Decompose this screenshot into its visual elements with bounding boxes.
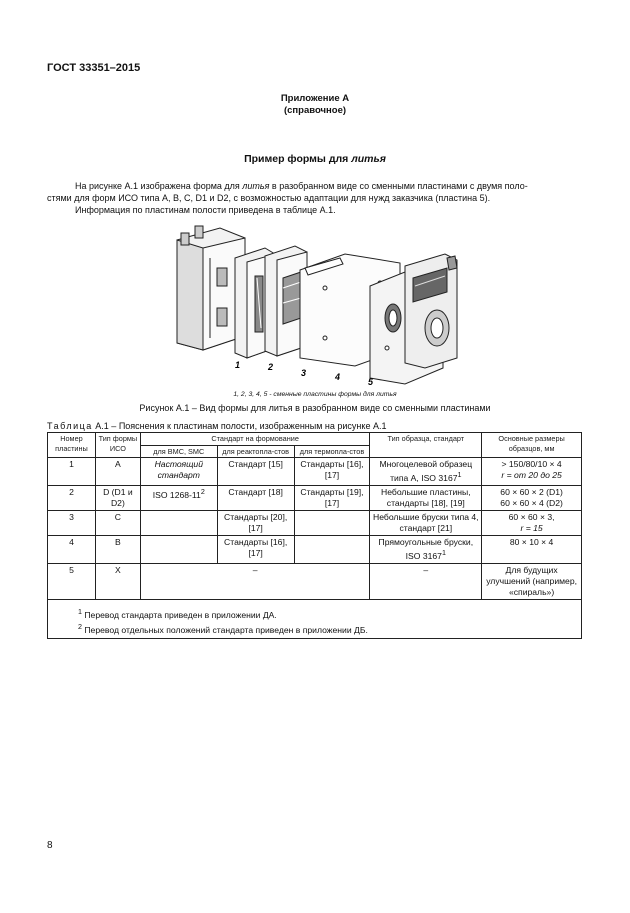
figure-label-5: 5 <box>368 377 374 387</box>
cell-sample <box>370 458 482 486</box>
mold-exploded-figure <box>165 218 470 390</box>
footnote-ref: 2 <box>200 487 205 496</box>
cell-dims-line: 60 × 60 × 3, <box>508 511 555 522</box>
table-caption-text: А.1 – Пояснения к пластинам полости, изображенным на рисунке А.1 <box>92 421 387 431</box>
cell-num: 3 <box>48 510 96 535</box>
cell-thermo: Стандарты [16], [17] <box>294 458 370 486</box>
paragraph-line-2: стями для форм ИСО типа А, В, С, D1 и D2, с возможностью адаптации для нужд заказчика (пластина 5). <box>47 193 491 203</box>
cell-type: A <box>95 458 140 486</box>
header-dims: Основные размеры образцов, мм <box>482 433 582 458</box>
cell-reacto: Стандарты [20], [17] <box>217 510 294 535</box>
cell-dims-line: 60 × 60 × 4 (D2) <box>500 497 563 508</box>
header-sample: Тип образца, стандарт <box>370 433 482 458</box>
header-thermoplast: для термопла-стов <box>294 445 370 458</box>
header-standard-group: Стандарт на формование <box>140 433 370 446</box>
cell-bmc <box>140 485 217 510</box>
figure-label-4: 4 <box>335 372 341 382</box>
cell-thermo <box>294 510 370 535</box>
footnote-text: Перевод отдельных положений стандарта приведен в приложении ДБ. <box>81 624 368 635</box>
header-reactoplast: для реактопла-стов <box>217 445 294 458</box>
figure-label-1: 1 <box>235 360 241 370</box>
table-row <box>48 563 582 599</box>
footnote-2 <box>78 621 581 636</box>
header-type: Тип формы ИСО <box>95 433 140 458</box>
paragraph-line-3: Информация по пластинам полости приведена в таблице А.1. <box>75 205 336 215</box>
figure-label-3: 3 <box>301 368 307 378</box>
table-footnotes-row <box>48 599 582 639</box>
para-text: в разобранном виде со сменными пластинами с двумя поло- <box>269 181 528 191</box>
section-title <box>0 153 630 165</box>
paragraph-line-1 <box>47 180 583 193</box>
cell-sample: Небольшие пластины, стандарты [18], [19] <box>370 485 482 510</box>
document-header: ГОСТ 33351–2015 <box>47 62 141 74</box>
table-caption <box>47 421 386 431</box>
table-footnotes <box>48 599 582 639</box>
cell-type: C <box>95 510 140 535</box>
cell-type: B <box>95 535 140 563</box>
cell-dims <box>482 510 582 535</box>
figure-caption: Рисунок А.1 – Вид формы для литья в разобранном виде со сменными пластинами <box>139 403 491 413</box>
plates-table <box>47 432 582 639</box>
footnote-mark: 1 <box>78 607 82 616</box>
cell-standard-merged: – <box>140 563 370 599</box>
cell-reacto: Стандарт [18] <box>217 485 294 510</box>
cell-type: X <box>95 563 140 599</box>
footnote-1 <box>78 606 581 621</box>
appendix-subtitle: (справочное) <box>283 105 347 116</box>
footnote-ref: 1 <box>441 548 446 557</box>
figure-legend: 1, 2, 3, 4, 5 - сменные пластины формы для литья <box>233 391 397 398</box>
cell-thermo: Стандарты [19], [17] <box>294 485 370 510</box>
table-row <box>48 485 582 510</box>
footnote-mark: 2 <box>78 622 82 631</box>
cell-sample: – <box>370 563 482 599</box>
cell-bmc-italic: Настоящий стандарт <box>154 459 203 480</box>
table-row <box>48 510 582 535</box>
header-bmc: для BMC, SMC <box>140 445 217 458</box>
cell-num: 5 <box>48 563 96 599</box>
cell-dims <box>482 485 582 510</box>
cell-num: 2 <box>48 485 96 510</box>
cell-sample: Небольшие бруски типа 4, стандарт [21] <box>370 510 482 535</box>
cell-bmc <box>140 535 217 563</box>
cell-num: 4 <box>48 535 96 563</box>
table-row <box>48 535 582 563</box>
cell-num: 1 <box>48 458 96 486</box>
cell-thermo <box>294 535 370 563</box>
table-row <box>48 458 582 486</box>
cell-dims-line: r = 15 <box>520 522 543 533</box>
cell-reacto: Стандарт [15] <box>217 458 294 486</box>
table-caption-label: Таблица <box>47 421 93 431</box>
para-italic: литья <box>242 181 270 191</box>
page-number: 8 <box>47 840 53 851</box>
section-title-italic: литья <box>351 153 386 165</box>
cell-dims: Для будущих улучшений (например, «спираль») <box>482 563 582 599</box>
section-title-text: Пример формы для <box>244 153 352 165</box>
appendix-title: Приложение А <box>280 93 350 104</box>
cell-sample-text: Прямоугольные бруски, ISO 3167 <box>378 536 474 561</box>
figure-label-2: 2 <box>268 362 274 372</box>
cell-dims-line: > 150/80/10 × 4 <box>501 459 562 469</box>
cell-sample <box>370 535 482 563</box>
cell-bmc <box>140 458 217 486</box>
header-number: Номер пластины <box>48 433 96 458</box>
cell-type: D (D1 и D2) <box>95 485 140 510</box>
para-text: На рисунке А.1 изображена форма для <box>75 181 243 191</box>
footnote-text: Перевод стандарта приведен в приложении ДА. <box>81 609 277 620</box>
cell-dims: 80 × 10 × 4 <box>482 535 582 563</box>
cell-sample-text: Многоцелевой образец типа А, ISO 3167 <box>379 459 473 483</box>
footnote-ref: 1 <box>457 471 462 479</box>
cell-bmc-text: ISO 1268-11 <box>152 489 201 500</box>
cell-reacto: Стандарты [16], [17] <box>217 535 294 563</box>
cell-dims <box>482 458 582 486</box>
table-header-row <box>48 433 582 446</box>
cell-bmc <box>140 510 217 535</box>
cell-dims-line: 60 × 60 × 2 (D1) <box>500 486 563 497</box>
cell-dims-line: r = от 20 до 25 <box>501 470 562 480</box>
